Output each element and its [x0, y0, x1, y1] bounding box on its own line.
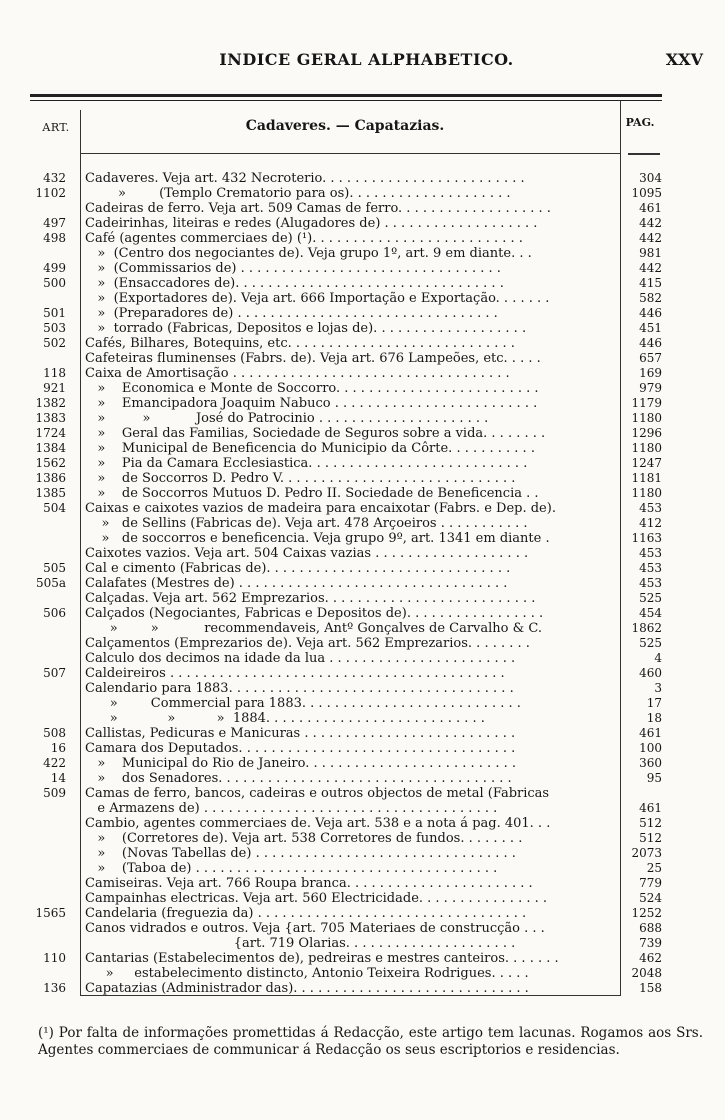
entry-page-number: 1247: [631, 456, 662, 470]
entry-page-number: 453: [639, 561, 662, 575]
entry-text: » (Exportadores de). Veja art. 666 Importação e Exportação. . . . . . .: [85, 291, 550, 306]
entry-page-number: 739: [639, 936, 662, 950]
entry-page-number: 512: [639, 831, 662, 845]
entry-page-number: 442: [639, 261, 662, 275]
entry-article-number: 118: [43, 366, 66, 380]
footnote: (¹) Por falta de informações promettidas á Redacção, este artigo tem lacunas. Rogamos aos Srs. Agentes commerciaes de communicar á Redacção os seus escriptorios e residencias.: [38, 1025, 703, 1058]
entry-page-number: 1163: [631, 531, 662, 545]
entry-text: » Commercial para 1883. . . . . . . . . . . . . . . . . . . . . . . . . . .: [85, 696, 521, 711]
entry-page-number: 461: [639, 726, 662, 740]
entry-text: » de Soccorros Mutuos D. Pedro II. Sociedade de Beneficencia . .: [85, 486, 539, 501]
index-entry: [30, 966, 662, 981]
entry-page-number: 453: [639, 546, 662, 560]
index-entry: [30, 621, 662, 636]
index-entry: [30, 456, 662, 471]
entry-page-number: 442: [639, 216, 662, 230]
entry-article-number: 1102: [35, 186, 66, 200]
entry-text: » » » 1884. . . . . . . . . . . . . . . . . . . . . . . . . . .: [85, 711, 485, 726]
index-entry: [30, 861, 662, 876]
index-entry: [30, 366, 662, 381]
entry-text: » de Soccorros D. Pedro V. . . . . . . . . . . . . . . . . . . . . . . . . . . . .: [85, 471, 516, 486]
entry-page-number: 525: [639, 636, 662, 650]
index-entry: [30, 726, 662, 741]
entry-page-number: 95: [646, 771, 662, 785]
index-entry: [30, 216, 662, 231]
entry-text: » Economica e Monte de Soccorro. . . . . . . . . . . . . . . . . . . . . . . . .: [85, 381, 539, 396]
index-entry: [30, 816, 662, 831]
page-number: XXV: [665, 50, 703, 69]
index-entry: [30, 201, 662, 216]
entry-article-number: 502: [43, 336, 66, 350]
entry-article-number: 509: [43, 786, 66, 800]
entry-article-number: 497: [43, 216, 66, 230]
entry-text: Cafés, Bilhares, Botequins, etc. . . . . . . . . . . . . . . . . . . . . . . . . . . .: [85, 336, 515, 351]
entry-text: » (Corretores de). Veja art. 538 Corretores de fundos. . . . . . . .: [85, 831, 523, 846]
index-entry: [30, 531, 662, 546]
entry-page-number: 582: [639, 291, 662, 305]
index-entry: [30, 186, 662, 201]
entry-text: » Emancipadora Joaquim Nabuco . . . . . . . . . . . . . . . . . . . . . . . . .: [85, 396, 538, 411]
entry-page-number: 2048: [631, 966, 662, 980]
entry-page-number: 1180: [631, 486, 662, 500]
entry-page-number: 360: [639, 756, 662, 770]
entry-text: Cafeteiras fluminenses (Fabrs. de). Veja art. 676 Lampeões, etc. . . . .: [85, 351, 541, 366]
entry-text: » Geral das Familias, Sociedade de Seguros sobre a vida. . . . . . . .: [85, 426, 546, 441]
entry-text: » (Preparadores de) . . . . . . . . . . . . . . . . . . . . . . . . . . . . . . . .: [85, 306, 498, 321]
index-entry: [30, 771, 662, 786]
entry-page-number: 453: [639, 576, 662, 590]
entry-page-number: 460: [639, 666, 662, 680]
index-entry: [30, 561, 662, 576]
entry-page-number: 1252: [631, 906, 662, 920]
entry-page-number: 446: [639, 336, 662, 350]
entry-article-number: 506: [43, 606, 66, 620]
entry-article-number: 505a: [35, 576, 66, 590]
entry-page-number: 462: [639, 951, 662, 965]
entry-text: » (Commissarios de) . . . . . . . . . . . . . . . . . . . . . . . . . . . . . . . .: [85, 261, 501, 276]
entry-page-number: 4: [654, 651, 662, 665]
index-entry: [30, 381, 662, 396]
entry-text: Café (agentes commerciaes de) (¹). . . . . . . . . . . . . . . . . . . . . . . . . .: [85, 231, 523, 246]
entry-text: Cadeiras de ferro. Veja art. 509 Camas de ferro. . . . . . . . . . . . . . . . . . .: [85, 201, 551, 216]
entry-text: Caldeireiros . . . . . . . . . . . . . . . . . . . . . . . . . . . . . . . . . . . . . . . . .: [85, 666, 505, 681]
entry-page-number: 461: [639, 801, 662, 815]
entry-page-number: 524: [639, 891, 662, 905]
index-entry: [30, 921, 662, 936]
running-header: [30, 50, 703, 70]
index-entry: [30, 471, 662, 486]
index-entry: [30, 801, 662, 816]
entry-page-number: 158: [639, 981, 662, 995]
entry-article-number: 1385: [35, 486, 66, 500]
entry-article-number: 110: [43, 951, 66, 965]
entry-text: » (Novas Tabellas de) . . . . . . . . . . . . . . . . . . . . . . . . . . . . . . . .: [85, 846, 516, 861]
entry-text: Calçamentos (Emprezarios de). Veja art. 562 Emprezarios. . . . . . . .: [85, 636, 530, 651]
entry-page-number: 451: [639, 321, 662, 335]
entry-page-number: 1180: [631, 411, 662, 425]
entry-text: Calculo dos decimos na idade da lua . . . . . . . . . . . . . . . . . . . . . . .: [85, 651, 516, 666]
entry-page-number: 2073: [631, 846, 662, 860]
index-entry: [30, 231, 662, 246]
entry-text: Cal e cimento (Fabricas de). . . . . . . . . . . . . . . . . . . . . . . . . . . . . .: [85, 561, 511, 576]
entry-text: » de soccorros e beneficencia. Veja grupo 9º, art. 1341 em diante .: [85, 531, 550, 546]
entry-text: Camas de ferro, bancos, cadeiras e outros objectos de metal (Fabricas: [85, 786, 550, 801]
entry-page-number: 981: [639, 246, 662, 260]
entry-page-number: 1181: [631, 471, 662, 485]
entry-text: » torrado (Fabricas, Depositos e lojas de). . . . . . . . . . . . . . . . . . .: [85, 321, 527, 336]
entry-article-number: 507: [43, 666, 66, 680]
index-entry: [30, 786, 662, 801]
index-entry: [30, 651, 662, 666]
entry-text: Cadaveres. Veja art. 432 Necroterio. . . . . . . . . . . . . . . . . . . . . . . . .: [85, 171, 525, 186]
entry-text: Camara dos Deputados. . . . . . . . . . . . . . . . . . . . . . . . . . . . . . . . . .: [85, 741, 516, 756]
page-title: INDICE GERAL ALPHABETICO.: [219, 50, 514, 69]
index-entry: [30, 486, 662, 501]
entry-page-number: 657: [639, 351, 662, 365]
entry-text: » (Templo Crematorio para os). . . . . . . . . . . . . . . . . . . .: [85, 186, 511, 201]
index-entry: [30, 951, 662, 966]
index-entry: [30, 711, 662, 726]
entry-article-number: 16: [50, 741, 66, 755]
entry-page-number: 688: [639, 921, 662, 935]
index-entry: [30, 591, 662, 606]
entry-page-number: 779: [639, 876, 662, 890]
entry-page-number: 3: [654, 681, 662, 695]
entry-article-number: 498: [43, 231, 66, 245]
index-entry: [30, 261, 662, 276]
index-entry: [30, 516, 662, 531]
entry-text: Capatazias (Administrador das). . . . . . . . . . . . . . . . . . . . . . . . . . . . .: [85, 981, 529, 996]
entry-article-number: 1384: [35, 441, 66, 455]
index-entry: [30, 396, 662, 411]
index-entries: [30, 171, 662, 996]
entry-article-number: 1383: [35, 411, 66, 425]
entry-page-number: 461: [639, 201, 662, 215]
section-title: Cadaveres. — Capatazias.: [245, 118, 445, 134]
index-entry: [30, 546, 662, 561]
column-header-pag: PAG.: [625, 116, 655, 129]
index-entry: [30, 321, 662, 336]
entry-article-number: 508: [43, 726, 66, 740]
entry-text: Calçados (Negociantes, Fabricas e Depositos de). . . . . . . . . . . . . . . . .: [85, 606, 544, 621]
entry-article-number: 505: [43, 561, 66, 575]
table-header-rule: [80, 153, 620, 154]
entry-page-number: 169: [639, 366, 662, 380]
index-entry: [30, 936, 662, 951]
header-rule-thick: [30, 94, 662, 97]
table-header: [30, 101, 662, 153]
entry-article-number: 136: [43, 981, 66, 995]
index-entry: [30, 426, 662, 441]
entry-text: » (Taboa de) . . . . . . . . . . . . . . . . . . . . . . . . . . . . . . . . . . . . .: [85, 861, 498, 876]
entry-page-number: 525: [639, 591, 662, 605]
entry-page-number: 304: [639, 171, 662, 185]
index-entry: [30, 906, 662, 921]
entry-article-number: 1562: [35, 456, 66, 470]
entry-article-number: 14: [50, 771, 66, 785]
entry-text: Camiseiras. Veja art. 766 Roupa branca. . . . . . . . . . . . . . . . . . . . . . .: [85, 876, 533, 891]
entry-text: » de Sellins (Fabricas de). Veja art. 478 Arçoeiros . . . . . . . . . . .: [85, 516, 528, 531]
entry-page-number: 1862: [631, 621, 662, 635]
entry-text: {art. 719 Olarias. . . . . . . . . . . . . . . . . . . . .: [85, 936, 516, 951]
entry-text: Calafates (Mestres de) . . . . . . . . . . . . . . . . . . . . . . . . . . . . . . . . .: [85, 576, 508, 591]
index-entry: [30, 741, 662, 756]
entry-text: » estabelecimento distincto, Antonio Teixeira Rodrigues. . . . .: [85, 966, 529, 981]
entry-text: Calçadas. Veja art. 562 Emprezarios. . . . . . . . . . . . . . . . . . . . . . . . . .: [85, 591, 536, 606]
entry-text: Cambio, agentes commerciaes de. Veja art. 538 e a nota á pag. 401. . .: [85, 816, 551, 831]
entry-article-number: 500: [43, 276, 66, 290]
index-entry: [30, 306, 662, 321]
entry-text: Caixas e caixotes vazios de madeira para encaixotar (Fabrs. e Dep. de).: [85, 501, 556, 516]
entry-page-number: 442: [639, 231, 662, 245]
entry-text: » » José do Patrocinio . . . . . . . . . . . . . . . . . . . . .: [85, 411, 489, 426]
entry-page-number: 453: [639, 501, 662, 515]
index-entry: [30, 576, 662, 591]
entry-article-number: 503: [43, 321, 66, 335]
index-entry: [30, 276, 662, 291]
entry-text: Calendario para 1883. . . . . . . . . . . . . . . . . . . . . . . . . . . . . . . . . . .: [85, 681, 514, 696]
column-header-art: ART.: [42, 121, 70, 134]
entry-text: e Armazens de) . . . . . . . . . . . . . . . . . . . . . . . . . . . . . . . . . . . .: [85, 801, 498, 816]
entry-article-number: 432: [43, 171, 66, 185]
index-entry: [30, 831, 662, 846]
index-entry: [30, 666, 662, 681]
entry-article-number: 422: [43, 756, 66, 770]
entry-article-number: 501: [43, 306, 66, 320]
entry-text: » Municipal de Beneficencia do Municipio da Côrte. . . . . . . . . . .: [85, 441, 535, 456]
entry-article-number: 1724: [35, 426, 66, 440]
entry-text: » dos Senadores. . . . . . . . . . . . . . . . . . . . . . . . . . . . . . . . . . . .: [85, 771, 512, 786]
entry-text: Caixotes vazios. Veja art. 504 Caixas vazias . . . . . . . . . . . . . . . . . . .: [85, 546, 529, 561]
index-entry: [30, 411, 662, 426]
entry-page-number: 415: [639, 276, 662, 290]
index-entry: [30, 891, 662, 906]
entry-page-number: 1296: [631, 426, 662, 440]
entry-text: Cadeirinhas, liteiras e redes (Alugadores de) . . . . . . . . . . . . . . . . . . .: [85, 216, 538, 231]
index-entry: [30, 636, 662, 651]
entry-text: » » recommendaveis, Antº Gonçalves de Carvalho & C.: [85, 621, 542, 636]
entry-text: Canos vidrados e outros. Veja {art. 705 Materiaes de construcção . . .: [85, 921, 545, 936]
index-entry: [30, 756, 662, 771]
entry-page-number: 1180: [631, 441, 662, 455]
index-entry: [30, 171, 662, 186]
entry-article-number: 1382: [35, 396, 66, 410]
entry-article-number: 921: [43, 381, 66, 395]
entry-page-number: 512: [639, 816, 662, 830]
entry-page-number: 1179: [631, 396, 662, 410]
entry-page-number: 979: [639, 381, 662, 395]
entry-text: » Pia da Camara Ecclesiastica. . . . . . . . . . . . . . . . . . . . . . . . . . .: [85, 456, 528, 471]
entry-page-number: 1095: [631, 186, 662, 200]
entry-text: Candelaria (freguezia da) . . . . . . . . . . . . . . . . . . . . . . . . . . . . . . . . .: [85, 906, 527, 921]
index-entry: [30, 291, 662, 306]
index-entry: [30, 246, 662, 261]
entry-page-number: 18: [646, 711, 662, 725]
index-entry: [30, 681, 662, 696]
index-entry: [30, 441, 662, 456]
entry-text: Caixa de Amortisação . . . . . . . . . . . . . . . . . . . . . . . . . . . . . . . . . .: [85, 366, 510, 381]
entry-article-number: 1386: [35, 471, 66, 485]
entry-page-number: 412: [639, 516, 662, 530]
entry-page-number: 25: [646, 861, 662, 875]
entry-article-number: 499: [43, 261, 66, 275]
entry-text: Callistas, Pedicuras e Manicuras . . . . . . . . . . . . . . . . . . . . . . . . . .: [85, 726, 516, 741]
entry-text: Campainhas electricas. Veja art. 560 Electricidade. . . . . . . . . . . . . . . .: [85, 891, 547, 906]
index-entry: [30, 696, 662, 711]
entry-page-number: 17: [646, 696, 662, 710]
entry-text: » Municipal do Rio de Janeiro. . . . . . . . . . . . . . . . . . . . . . . . . .: [85, 756, 516, 771]
entry-text: » (Ensaccadores de). . . . . . . . . . . . . . . . . . . . . . . . . . . . . . . . .: [85, 276, 504, 291]
index-entry: [30, 876, 662, 891]
pag-column-rule: [628, 153, 660, 155]
entry-text: Cantarias (Estabelecimentos de), pedreiras e mestres canteiros. . . . . . .: [85, 951, 559, 966]
index-entry: [30, 351, 662, 366]
index-entry: [30, 336, 662, 351]
index-entry: [30, 606, 662, 621]
entry-page-number: 454: [639, 606, 662, 620]
index-entry: [30, 846, 662, 861]
index-entry: [30, 501, 662, 516]
entry-page-number: 100: [639, 741, 662, 755]
entry-article-number: 1565: [35, 906, 66, 920]
entry-text: » (Centro dos negociantes de). Veja grupo 1º, art. 9 em diante. . .: [85, 246, 532, 261]
entry-article-number: 504: [43, 501, 66, 515]
entry-page-number: 446: [639, 306, 662, 320]
index-entry: [30, 981, 662, 996]
